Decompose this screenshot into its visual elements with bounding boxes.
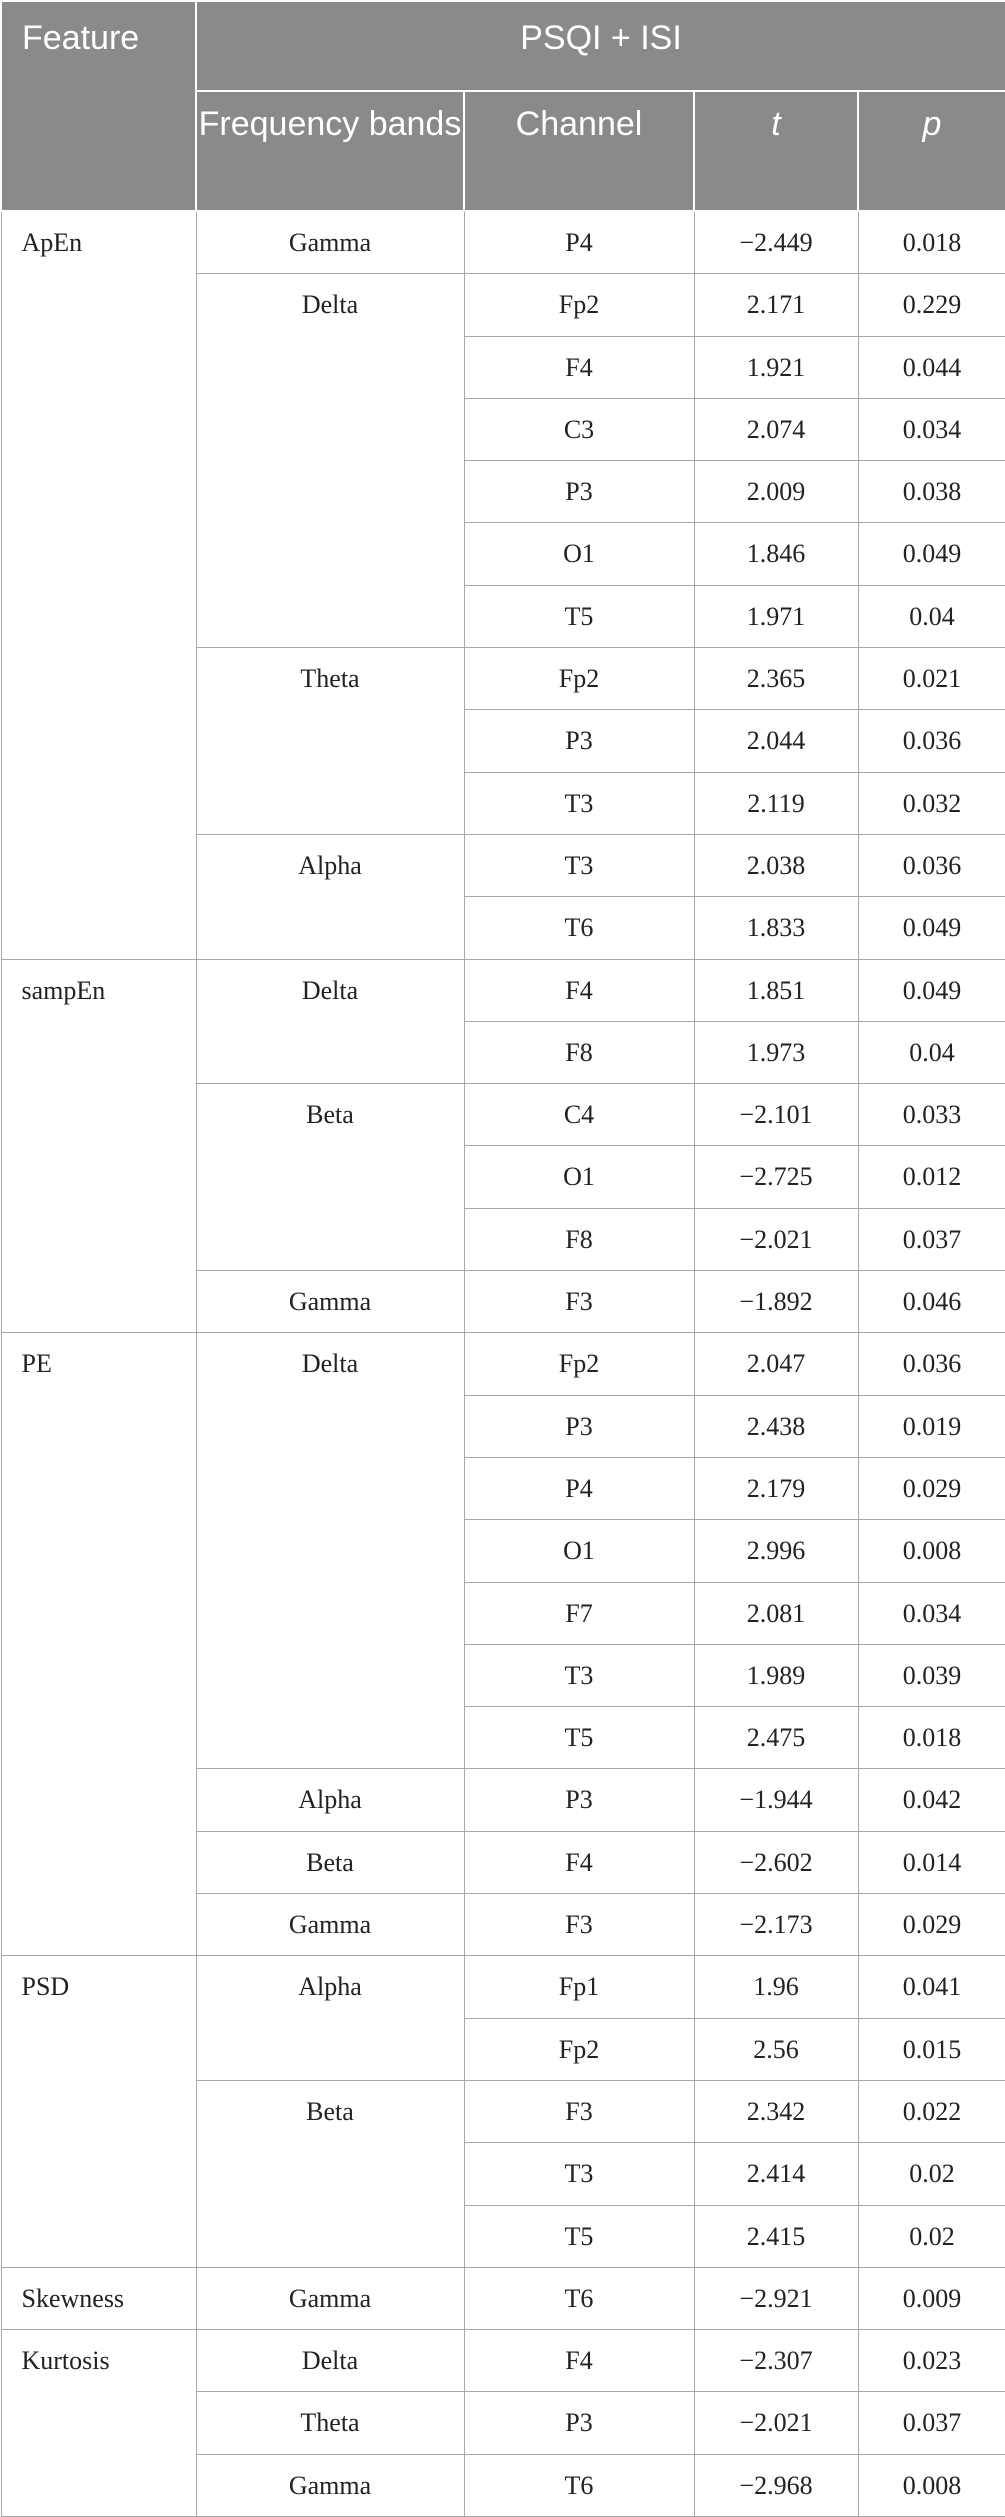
channel-cell-text: F8 — [565, 1037, 593, 1067]
feature-cell-text: ApEn — [21, 228, 83, 257]
p-cell — [858, 1894, 1005, 1956]
t-cell-text: 1.96 — [753, 1972, 799, 2002]
channel-cell — [464, 336, 694, 398]
p-cell-text: 0.036 — [902, 726, 962, 756]
channel-cell — [464, 2454, 694, 2516]
p-cell — [858, 1520, 1005, 1582]
channel-cell — [464, 2143, 694, 2205]
p-cell — [858, 2143, 1005, 2205]
band-cell — [196, 1831, 464, 1893]
channel-cell-text: T5 — [564, 1723, 594, 1753]
p-cell-text: 0.012 — [902, 1162, 962, 1192]
t-cell — [694, 2205, 858, 2267]
channel-cell-text: F4 — [565, 352, 593, 382]
t-cell-text: 2.119 — [747, 788, 805, 818]
band-cell — [196, 211, 464, 274]
t-cell — [694, 1457, 858, 1519]
channel-cell — [464, 959, 694, 1021]
p-cell-text: 0.02 — [909, 2159, 955, 2189]
t-cell-text: 1.846 — [746, 539, 806, 569]
channel-cell-text: P3 — [565, 1785, 593, 1815]
p-cell — [858, 336, 1005, 398]
t-cell — [694, 2454, 858, 2516]
channel-header: Channel — [464, 91, 694, 211]
t-cell — [694, 523, 858, 585]
channel-cell — [464, 398, 694, 460]
band-cell — [196, 2454, 464, 2516]
p-cell-text: 0.04 — [909, 1037, 955, 1067]
channel-cell — [464, 2080, 694, 2142]
t-cell — [694, 1707, 858, 1769]
p-cell-text: 0.014 — [902, 1847, 962, 1877]
channel-cell — [464, 897, 694, 959]
p-cell — [858, 2330, 1005, 2392]
channel-cell-text: T3 — [564, 1660, 594, 1690]
feature-cell-text: PSD — [21, 1972, 70, 2002]
table-row — [1, 2330, 1005, 2392]
t-cell-text: 1.921 — [746, 352, 806, 382]
t-cell-text: −2.173 — [739, 1910, 813, 1940]
t-cell-text: −2.449 — [739, 228, 813, 257]
channel-cell — [464, 1457, 694, 1519]
t-cell-text: 2.342 — [746, 2096, 806, 2126]
channel-cell — [464, 1956, 694, 2018]
t-cell-text: −2.921 — [739, 2283, 813, 2313]
channel-cell — [464, 648, 694, 710]
table-header — [1, 1, 1005, 211]
p-cell — [858, 959, 1005, 1021]
p-cell-text: 0.036 — [902, 850, 962, 880]
p-cell — [858, 1333, 1005, 1395]
t-cell — [694, 772, 858, 834]
p-cell — [858, 1707, 1005, 1769]
bands-header: Frequency bands — [196, 91, 464, 211]
channel-cell-text: P3 — [565, 2408, 593, 2438]
table-row — [1, 211, 1005, 274]
t-cell — [694, 1146, 858, 1208]
channel-cell — [464, 1644, 694, 1706]
p-cell-text: 0.029 — [902, 1473, 962, 1503]
t-cell-text: 2.081 — [746, 1598, 806, 1628]
t-cell-text: −2.021 — [739, 1224, 813, 1254]
p-cell-text: 0.04 — [909, 601, 955, 631]
p-cell-text: 0.023 — [902, 2346, 962, 2376]
t-cell-text: 2.414 — [746, 2159, 806, 2189]
t-cell-text: 1.971 — [746, 601, 806, 631]
t-cell-text: 2.996 — [746, 1536, 806, 1566]
t-cell-text: 2.365 — [746, 664, 806, 694]
p-cell-text: 0.009 — [902, 2283, 962, 2313]
band-cell-text: Beta — [306, 2096, 354, 2126]
p-cell-text: 0.034 — [902, 414, 962, 444]
t-cell-text: 2.438 — [746, 1411, 806, 1441]
band-cell — [196, 1769, 464, 1831]
band-cell — [196, 2080, 464, 2267]
p-cell — [858, 1831, 1005, 1893]
band-cell — [196, 1084, 464, 1271]
p-cell — [858, 2392, 1005, 2454]
channel-cell — [464, 2018, 694, 2080]
feature-cell — [1, 2330, 196, 2517]
p-cell — [858, 1146, 1005, 1208]
band-cell — [196, 1333, 464, 1769]
p-cell-text: 0.021 — [902, 664, 962, 694]
channel-cell-text: F3 — [565, 1287, 593, 1317]
p-cell — [858, 2205, 1005, 2267]
band-cell — [196, 959, 464, 1084]
t-cell-text: −2.968 — [739, 2470, 813, 2500]
p-cell — [858, 211, 1005, 274]
p-cell — [858, 398, 1005, 460]
channel-cell-text: P3 — [565, 1411, 593, 1441]
channel-cell-text: F4 — [565, 1847, 593, 1877]
feature-cell-text: Kurtosis — [21, 2346, 110, 2376]
p-cell — [858, 461, 1005, 523]
band-cell — [196, 2330, 464, 2392]
table-row — [1, 1333, 1005, 1395]
t-cell — [694, 1520, 858, 1582]
feature-cell-text: sampEn — [21, 975, 106, 1005]
p-cell — [858, 648, 1005, 710]
p-cell-text: 0.029 — [902, 1910, 962, 1940]
t-header: t — [694, 91, 858, 211]
t-cell — [694, 710, 858, 772]
channel-cell — [464, 523, 694, 585]
channel-cell — [464, 2205, 694, 2267]
channel-cell — [464, 1146, 694, 1208]
channel-cell-text: T5 — [564, 601, 594, 631]
t-cell — [694, 1582, 858, 1644]
t-cell — [694, 274, 858, 336]
t-cell — [694, 1271, 858, 1333]
p-cell — [858, 1395, 1005, 1457]
t-cell — [694, 1769, 858, 1831]
channel-cell — [464, 461, 694, 523]
t-cell-text: 2.047 — [746, 1349, 806, 1379]
band-cell-text: Delta — [301, 2346, 359, 2376]
channel-cell-text: Fp1 — [558, 1972, 600, 2002]
p-cell-text: 0.041 — [902, 1972, 962, 2002]
channel-cell-text: F4 — [565, 975, 593, 1005]
channel-cell — [464, 1769, 694, 1831]
table-row — [1, 959, 1005, 1021]
channel-cell — [464, 1084, 694, 1146]
channel-cell-text: O1 — [563, 1536, 595, 1566]
p-cell-text: 0.037 — [902, 1224, 962, 1254]
p-cell-text: 0.046 — [902, 1287, 962, 1317]
channel-cell-text: F4 — [565, 2346, 593, 2376]
t-cell-text: 1.989 — [746, 1660, 806, 1690]
channel-cell-text: T3 — [564, 788, 594, 818]
p-cell — [858, 2080, 1005, 2142]
p-cell-text: 0.042 — [902, 1785, 962, 1815]
t-cell — [694, 648, 858, 710]
t-cell — [694, 2080, 858, 2142]
p-cell — [858, 1457, 1005, 1519]
channel-cell-text: F3 — [565, 1910, 593, 1940]
t-cell — [694, 2392, 858, 2454]
p-cell — [858, 2267, 1005, 2329]
channel-cell — [464, 1582, 694, 1644]
channel-cell — [464, 585, 694, 647]
p-cell — [858, 772, 1005, 834]
channel-cell-text: T5 — [564, 2221, 594, 2251]
channel-cell — [464, 1894, 694, 1956]
channel-cell-text: P4 — [565, 228, 593, 257]
channel-cell-text: T6 — [564, 2470, 594, 2500]
p-cell-text: 0.038 — [902, 477, 962, 507]
p-cell — [858, 2018, 1005, 2080]
channel-cell-text: O1 — [563, 1162, 595, 1192]
channel-cell — [464, 1271, 694, 1333]
channel-cell-text: T3 — [564, 2159, 594, 2189]
t-cell-text: −2.021 — [739, 2408, 813, 2438]
p-cell-text: 0.049 — [902, 975, 962, 1005]
channel-cell-text: P3 — [565, 477, 593, 507]
p-cell-text: 0.022 — [902, 2096, 962, 2126]
channel-cell — [464, 211, 694, 274]
group-header: PSQI + ISI — [196, 1, 1005, 91]
p-cell — [858, 1021, 1005, 1083]
channel-cell — [464, 274, 694, 336]
band-cell-text: Theta — [300, 2408, 360, 2438]
p-cell-text: 0.044 — [902, 352, 962, 382]
band-cell — [196, 2267, 464, 2329]
band-cell-text: Alpha — [298, 850, 362, 880]
channel-cell — [464, 1831, 694, 1893]
t-cell — [694, 211, 858, 274]
feature-cell-text: PE — [21, 1349, 52, 1379]
channel-cell — [464, 1395, 694, 1457]
channel-cell — [464, 772, 694, 834]
feature-cell-text: Skewness — [21, 2283, 125, 2313]
feature-cell — [1, 959, 196, 1333]
p-cell — [858, 710, 1005, 772]
channel-cell-text: F7 — [565, 1598, 593, 1628]
band-cell-text: Delta — [301, 1349, 359, 1379]
p-cell — [858, 1271, 1005, 1333]
band-cell-text: Theta — [300, 664, 360, 694]
t-cell — [694, 1894, 858, 1956]
t-cell — [694, 834, 858, 896]
t-cell — [694, 1644, 858, 1706]
p-cell-text: 0.032 — [902, 788, 962, 818]
band-cell-text: Delta — [301, 975, 359, 1005]
channel-cell-text: C4 — [563, 1100, 595, 1130]
band-cell-text: Alpha — [298, 1785, 362, 1815]
channel-cell-text: F8 — [565, 1224, 593, 1254]
table-body — [1, 211, 1005, 2516]
t-cell — [694, 2267, 858, 2329]
t-cell-text: 2.044 — [746, 726, 806, 756]
channel-cell — [464, 1021, 694, 1083]
p-cell — [858, 1208, 1005, 1270]
t-cell — [694, 1208, 858, 1270]
p-cell — [858, 834, 1005, 896]
p-cell-text: 0.049 — [902, 539, 962, 569]
t-cell-text: 1.851 — [746, 975, 806, 1005]
p-cell-text: 0.02 — [909, 2221, 955, 2251]
p-cell — [858, 523, 1005, 585]
channel-cell — [464, 834, 694, 896]
band-cell-text: Gamma — [288, 228, 372, 257]
p-header: p — [858, 91, 1005, 211]
t-cell — [694, 398, 858, 460]
t-cell-text: 2.179 — [746, 1473, 806, 1503]
band-cell — [196, 648, 464, 835]
channel-cell — [464, 2392, 694, 2454]
band-cell-text: Gamma — [288, 2283, 372, 2313]
p-cell — [858, 1644, 1005, 1706]
channel-cell-text: Fp2 — [558, 290, 600, 320]
t-cell — [694, 1333, 858, 1395]
t-cell — [694, 2143, 858, 2205]
channel-cell — [464, 1333, 694, 1395]
t-cell-text: −1.892 — [739, 1287, 813, 1317]
channel-cell-text: P3 — [565, 726, 593, 756]
p-cell — [858, 1956, 1005, 2018]
t-cell-text: −1.944 — [739, 1785, 813, 1815]
channel-cell — [464, 1707, 694, 1769]
p-cell-text: 0.019 — [902, 1411, 962, 1441]
channel-cell-text: F3 — [565, 2096, 593, 2126]
t-cell — [694, 336, 858, 398]
band-cell-text: Gamma — [288, 1287, 372, 1317]
channel-cell-text: O1 — [563, 539, 595, 569]
band-cell-text: Gamma — [288, 2470, 372, 2500]
t-cell — [694, 1084, 858, 1146]
band-cell — [196, 1271, 464, 1333]
t-cell — [694, 1395, 858, 1457]
channel-cell — [464, 710, 694, 772]
t-cell-text: 2.009 — [746, 477, 806, 507]
t-cell-text: −2.101 — [739, 1100, 813, 1130]
t-cell — [694, 1956, 858, 2018]
t-cell-text: 1.833 — [746, 913, 806, 943]
p-cell — [858, 897, 1005, 959]
channel-cell-text: Fp2 — [558, 664, 600, 694]
p-cell — [858, 274, 1005, 336]
channel-cell — [464, 1208, 694, 1270]
t-cell-text: 2.074 — [746, 414, 806, 444]
p-cell — [858, 1582, 1005, 1644]
t-cell — [694, 1831, 858, 1893]
p-cell-text: 0.015 — [902, 2034, 962, 2064]
p-cell-text: 0.049 — [902, 913, 962, 943]
t-cell — [694, 2018, 858, 2080]
band-cell — [196, 1956, 464, 2081]
channel-cell-text: Fp2 — [558, 2034, 600, 2064]
p-cell-text: 0.033 — [902, 1100, 962, 1130]
band-cell-text: Beta — [306, 1847, 354, 1877]
p-cell-text: 0.229 — [902, 290, 962, 320]
channel-cell — [464, 2267, 694, 2329]
t-cell — [694, 1021, 858, 1083]
band-cell — [196, 1894, 464, 1956]
p-cell-text: 0.008 — [902, 1536, 962, 1566]
feature-header: Feature — [1, 1, 196, 211]
band-cell-text: Alpha — [298, 1972, 362, 2002]
p-cell-text: 0.039 — [902, 1660, 962, 1690]
t-cell-text: −2.602 — [739, 1847, 813, 1877]
p-cell — [858, 585, 1005, 647]
feature-cell — [1, 1333, 196, 1956]
table-row — [1, 1956, 1005, 2018]
t-cell-text: −2.307 — [739, 2346, 813, 2376]
channel-cell-text: Fp2 — [558, 1349, 600, 1379]
t-cell — [694, 897, 858, 959]
feature-cell — [1, 211, 196, 959]
t-cell — [694, 585, 858, 647]
t-cell-text: 2.038 — [746, 850, 806, 880]
band-cell-text: Delta — [301, 290, 359, 320]
channel-cell — [464, 2330, 694, 2392]
channel-cell-text: P4 — [565, 1473, 593, 1503]
channel-cell-text: T3 — [564, 850, 594, 880]
t-cell-text: 1.973 — [746, 1037, 806, 1067]
p-cell — [858, 1769, 1005, 1831]
p-cell — [858, 2454, 1005, 2516]
band-cell — [196, 834, 464, 959]
channel-cell-text: T6 — [564, 2283, 594, 2313]
band-cell-text: Gamma — [288, 1910, 372, 1940]
p-cell-text: 0.018 — [902, 228, 962, 257]
channel-cell-text: C3 — [563, 414, 595, 444]
band-cell — [196, 274, 464, 648]
p-cell-text: 0.036 — [902, 1349, 962, 1379]
band-cell — [196, 2392, 464, 2454]
t-cell-text: 2.475 — [746, 1723, 806, 1753]
p-cell — [858, 1084, 1005, 1146]
p-cell-text: 0.018 — [902, 1723, 962, 1753]
t-cell — [694, 2330, 858, 2392]
t-cell-text: −2.725 — [739, 1162, 813, 1192]
t-cell — [694, 461, 858, 523]
t-cell — [694, 959, 858, 1021]
p-cell-text: 0.008 — [902, 2470, 962, 2500]
p-cell-text: 0.034 — [902, 1598, 962, 1628]
t-cell-text: 2.415 — [746, 2221, 806, 2251]
feature-cell — [1, 1956, 196, 2267]
table-row — [1, 2267, 1005, 2329]
t-cell-text: 2.171 — [746, 290, 806, 320]
t-cell-text: 2.56 — [753, 2034, 799, 2064]
band-cell-text: Beta — [306, 1100, 354, 1130]
p-cell-text: 0.037 — [902, 2408, 962, 2438]
feature-cell — [1, 2267, 196, 2329]
channel-cell — [464, 1520, 694, 1582]
channel-cell-text: T6 — [564, 913, 594, 943]
